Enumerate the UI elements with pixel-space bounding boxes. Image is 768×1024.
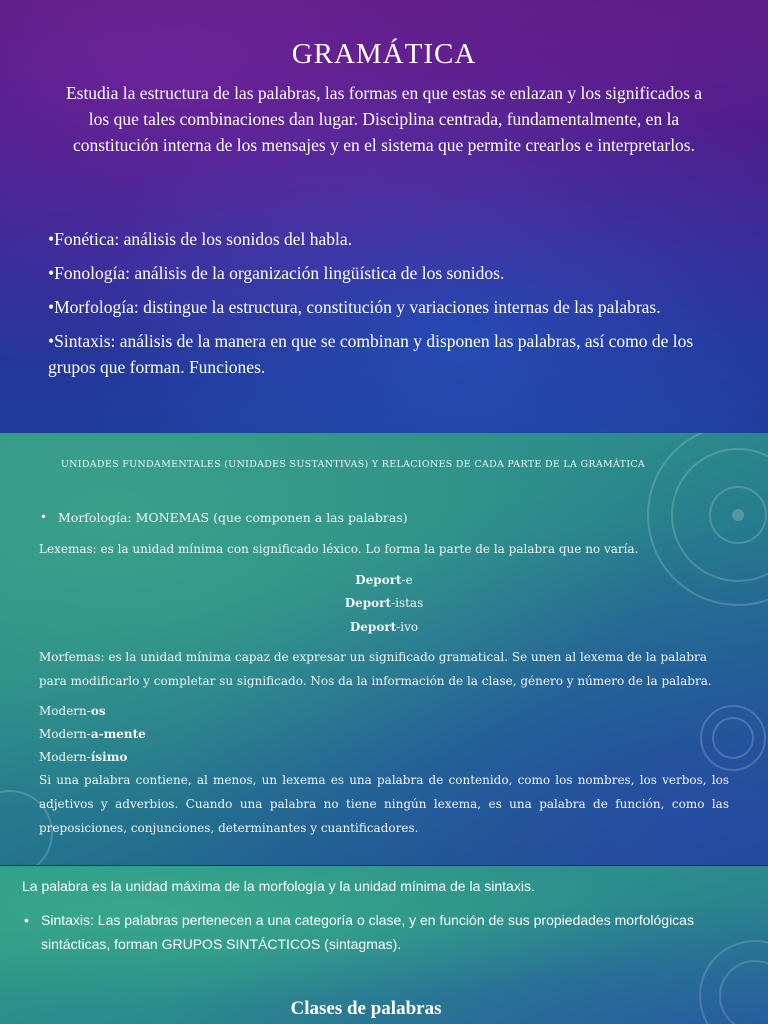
branch-list	[48, 226, 728, 388]
example-suffix: a-mente	[90, 727, 146, 741]
bullet-dot: •	[24, 912, 29, 928]
example-suffix: -ivo	[396, 620, 419, 634]
lexema-example-3	[0, 615, 768, 639]
lexemas-definition: Lexemas: es la unidad mínima con significado léxico. Lo forma la parte de la palabra que no varía.	[39, 542, 639, 556]
list-item-morfologia: •Morfología: distingue la estructura, constitución y variaciones internas de las palabras.	[48, 297, 661, 317]
morfema-example-2	[39, 723, 146, 746]
sintaxis-text: Sintaxis: Las palabras pertenecen a una categoría o clase, y en función de sus propiedades morfológicas sintácticas, forman GRUPOS SINTÁCTICOS (sintagmas).	[41, 912, 694, 952]
intro-paragraph: Estudia la estructura de las palabras, las formas en que estas se enlazan y los significados a los que tales combinaciones dan lugar. Disciplina centrada, fundamentalmente, en la constitución interna de los mensajes y en el sistema que permite crearlos e interpretarlos.	[65, 83, 703, 155]
example-suffix: ísimo	[90, 750, 128, 764]
example-root: Deport	[355, 573, 402, 587]
lexema-example-1	[0, 568, 768, 592]
slide-title: GRAMÁTICA	[291, 38, 477, 70]
lexema-example-2	[0, 591, 768, 615]
palabra-definition: La palabra es la unidad máxima de la morfología y la unidad mínima de la sintaxis.	[22, 878, 535, 894]
clases-heading: Clases de palabras	[290, 998, 442, 1019]
slide-gramatica	[0, 0, 768, 433]
morfema-example-1	[39, 700, 106, 723]
example-root: Modern-	[39, 704, 91, 718]
list-item-fonetica: •Fonética: análisis de los sonidos del habla.	[48, 229, 353, 249]
list-item-sintaxis: •Sintaxis: análisis de la manera en que se combinan y disponen las palabras, así como de los grupos que forman. Funciones.	[48, 331, 694, 377]
content-function-paragraph: Si una palabra contiene, al menos, un lexema es una palabra de contenido, como los nombres, los verbos, los adjetivos y adverbios. Cuando una palabra no tiene ningún lexema, es una palabra de función, como las preposiciones, conjunciones, determinantes y cuantificadores.	[39, 773, 729, 835]
list-item-fonologia: •Fonología: análisis de la organización lingüística de los sonidos.	[48, 263, 505, 283]
example-suffix: os	[90, 704, 106, 718]
sintaxis-bullet	[24, 908, 724, 956]
morfologia-bullet: Morfología: MONEMAS (que componen a las palabras)	[58, 510, 408, 525]
example-suffix: -e	[401, 573, 413, 587]
example-suffix: -istas	[391, 596, 424, 610]
slide-unidades	[0, 433, 768, 865]
morfema-example-3	[39, 746, 127, 769]
example-root: Deport	[344, 596, 392, 610]
section-heading: UNIDADES FUNDAMENTALES (UNIDADES SUSTANTIVAS) Y RELACIONES DE CADA PARTE DE LA GRAMÁTICA	[60, 459, 646, 470]
example-root: Modern-	[39, 727, 91, 741]
morfemas-definition: Morfemas: es la unidad mínima capaz de expresar un significado gramatical. Se unen al lexema de la palabra para modificarlo y completar su significado. Nos da la información de la clase, género y número de la palabra.	[39, 650, 712, 688]
bullet-dot: •	[40, 510, 48, 524]
slide-palabra	[0, 866, 768, 1024]
example-root: Deport	[349, 620, 397, 634]
example-root: Modern-	[39, 750, 91, 764]
